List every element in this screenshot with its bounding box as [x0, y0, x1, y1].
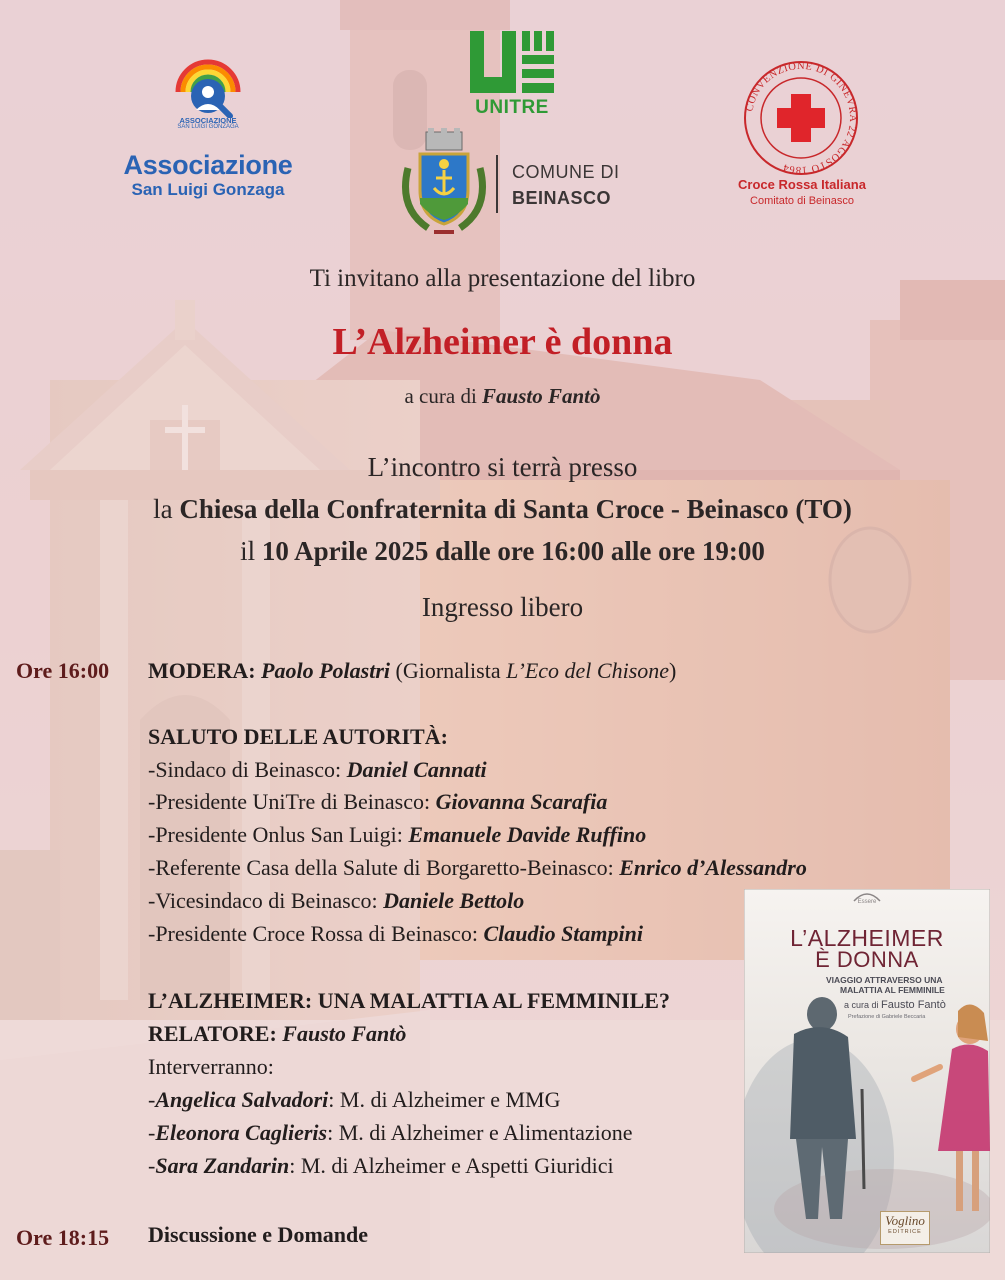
authority-role: -Presidente UniTre di Beinasco:: [148, 789, 436, 814]
authority-name: Enrico d’Alessandro: [619, 855, 807, 880]
authority-row: [148, 855, 807, 881]
authority-role: -Referente Casa della Salute di Borgaretto-Beinasco:: [148, 855, 620, 880]
authority-name: Claudio Stampini: [483, 921, 643, 946]
contributor-dash: -: [148, 1153, 156, 1178]
contributors-heading: Interverranno:: [148, 1054, 274, 1079]
curator-line: [0, 384, 1005, 409]
contributor-topic: : M. di Alzheimer e MMG: [328, 1087, 561, 1112]
authority-name: Daniel Cannati: [346, 757, 487, 782]
comune-line2: BEINASCO: [512, 188, 612, 208]
date-prefix: il: [240, 536, 262, 566]
moderator-role-suffix: ): [669, 658, 677, 683]
cover-title-line1: L’ALZHEIMER: [790, 925, 944, 951]
croce-rossa-subtitle: Comitato di Beinasco: [750, 195, 854, 207]
authority-row: [148, 757, 487, 783]
authority-row: [148, 789, 607, 815]
croce-rossa-ring-text: CONVENZIONE DI GINEVRA 22 AGOSTO 1864: [744, 60, 859, 176]
speaker-label: RELATORE:: [148, 1021, 277, 1046]
cover-publisher-box: [880, 1211, 930, 1245]
contributor-name: Eleonora Caglieris: [155, 1120, 328, 1145]
event-date-time: 10 Aprile 2025 dalle ore 16:00 alle ore 19:00: [261, 536, 765, 566]
cover-subtitle-line1: VIAGGIO ATTRAVERSO UNA: [826, 975, 943, 985]
authority-role: -Presidente Onlus San Luigi:: [148, 822, 409, 847]
san-luigi-rainbow-icon: [170, 52, 246, 118]
contributor-row: [148, 1087, 560, 1113]
authority-role: -Sindaco di Beinasco:: [148, 757, 347, 782]
san-luigi-name-line1: Associazione: [123, 150, 293, 180]
time-slot-1: Ore 16:00: [16, 658, 110, 683]
contributor-dash: -: [148, 1087, 156, 1112]
cover-preface: Prefazione di Gabriele Beccaria: [848, 1014, 926, 1020]
contributor-name: Angelica Salvadori: [155, 1087, 329, 1112]
venue-line2: [0, 494, 1005, 525]
cover-series: Essere: [857, 899, 877, 905]
unitre-logo-icon: [468, 31, 558, 95]
authority-role: -Vicesindaco di Beinasco:: [148, 888, 384, 913]
croce-rossa-name: Croce Rossa Italiana: [738, 177, 866, 192]
entry-info: Ingresso libero: [421, 592, 584, 622]
cover-author-prefix: a cura di: [844, 1000, 882, 1010]
contributor-dash: -: [148, 1120, 156, 1145]
moderator-role-prefix: (Giornalista: [395, 658, 507, 683]
san-luigi-name-line2: San Luigi Gonzaga: [131, 180, 285, 199]
contributor-topic: : M. di Alzheimer e Alimentazione: [327, 1120, 633, 1145]
authority-name: Daniele Bettolo: [383, 888, 525, 913]
moderator-name: Paolo Polastri: [261, 658, 390, 683]
authority-row: [148, 921, 643, 947]
book-cover: [744, 889, 990, 1253]
moderator-line: [148, 658, 676, 684]
authority-name: Emanuele Davide Ruffino: [408, 822, 647, 847]
venue-prefix: la: [153, 494, 180, 524]
authority-row: [148, 888, 524, 914]
talk-heading: L’ALZHEIMER: UNA MALATTIA AL FEMMINILE?: [148, 988, 670, 1013]
curator-name: Fausto Fantò: [482, 384, 601, 408]
contributor-topic: : M. di Alzheimer e Aspetti Giuridici: [289, 1153, 614, 1178]
comune-line1: COMUNE DI: [512, 162, 620, 182]
book-title: L’Alzheimer è donna: [332, 321, 673, 363]
cover-title-line2: È DONNA: [815, 947, 919, 972]
closing-line: Discussione e Domande: [148, 1222, 369, 1247]
speaker-name: Fausto Fantò: [282, 1021, 407, 1046]
cover-publisher: Voglino: [885, 1213, 925, 1228]
authority-row: [148, 822, 646, 848]
venue-line1: L’incontro si terrà presso: [367, 452, 638, 482]
invite-line: Ti invitano alla presentazione del libro: [309, 265, 696, 292]
speaker-line: [148, 1021, 406, 1047]
moderator-outlet: L’Eco del Chisone: [506, 658, 670, 683]
contributor-row: [148, 1120, 633, 1146]
venue-line3: [0, 536, 1005, 567]
cover-publisher-sub: EDITRICE: [888, 1229, 922, 1235]
unitre-label: UNITRE: [475, 97, 549, 118]
cover-subtitle-line2: MALATTIA AL FEMMINILE: [840, 985, 945, 995]
contributor-row: [148, 1153, 614, 1179]
croce-rossa-emblem-icon: [737, 60, 865, 176]
san-luigi-small-name: ASSOCIAZIONE: [179, 116, 237, 125]
comune-divider: [496, 155, 498, 213]
cover-author: Fausto Fantò: [881, 999, 946, 1011]
beinasco-coat-of-arms-icon: [398, 128, 490, 240]
greetings-heading: SALUTO DELLE AUTORITÀ:: [148, 724, 448, 749]
moderator-label: MODERA:: [148, 658, 256, 683]
authority-name: Giovanna Scarafia: [435, 789, 608, 814]
time-slot-2: Ore 18:15: [16, 1225, 110, 1250]
cover-author-line: [844, 999, 946, 1011]
authority-role: -Presidente Croce Rossa di Beinasco:: [148, 921, 484, 946]
contributor-name: Sara Zandarin: [155, 1153, 290, 1178]
venue-place: Chiesa della Confraternita di Santa Croce - Beinasco (TO): [179, 494, 852, 524]
san-luigi-small-subname: SAN LUIGI GONZAGA: [177, 124, 239, 130]
curator-prefix: a cura di: [404, 384, 483, 408]
